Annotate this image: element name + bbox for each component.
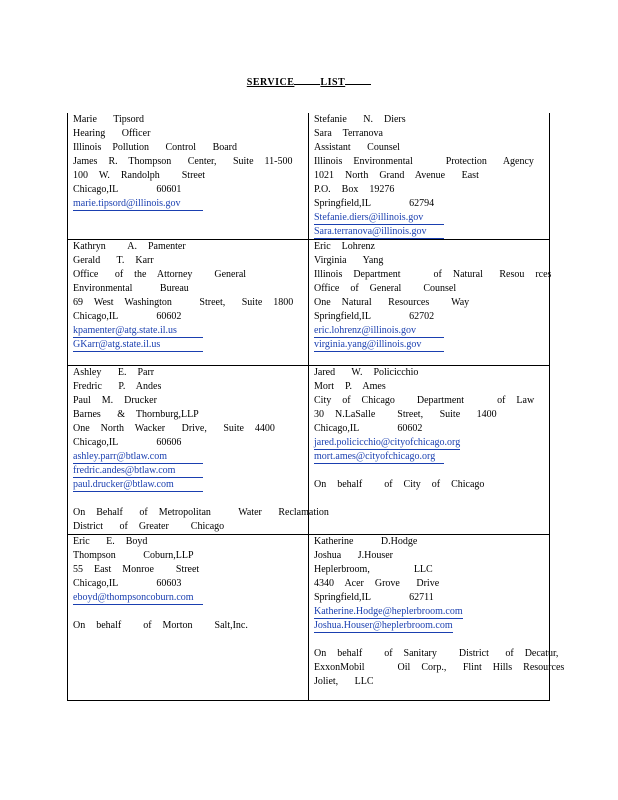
service-contact-cell <box>68 113 309 240</box>
contact-line: 30 N.LaSalle Street, Suite 1400 <box>314 409 497 420</box>
email-link[interactable]: Joshua.Houser@heplerbroom.com <box>314 620 453 631</box>
title-trailing-rule <box>345 75 371 85</box>
contact-line: Joshua J.Houser <box>314 550 393 561</box>
contact-line: Environmental Bureau <box>73 283 189 294</box>
contact-line: One North Wacker Drive, Suite 4400 <box>73 423 275 434</box>
contact-line: Virginia Yang <box>314 255 384 266</box>
email-line <box>314 324 549 338</box>
email-line <box>314 619 549 633</box>
contact-line: Eric E. Boyd <box>73 536 148 547</box>
contact-line: Kathryn A. Pamenter <box>73 241 186 252</box>
contact-line: Office of General Counsel <box>314 283 457 294</box>
email-link[interactable]: kpamenter@atg.state.il.us <box>73 325 203 338</box>
email-line <box>314 436 549 450</box>
contact-line: Mort P. Ames <box>314 381 386 392</box>
contact-line: Springfield,IL 62711 <box>314 592 434 603</box>
contact-line: Chicago,IL 60602 <box>314 423 423 434</box>
contact-line: Paul M. Drucker <box>73 395 157 406</box>
contact-line: Chicago,IL 60601 <box>73 184 182 195</box>
contact-line: 69 West Washington Street, Suite 1800 <box>73 297 294 308</box>
contact-line: Barnes & Thornburg,LLP <box>73 409 199 420</box>
blank-line <box>314 633 549 647</box>
email-link[interactable]: Stefanie.diers@illinois.gov <box>314 212 444 225</box>
email-link[interactable]: eboyd@thompsoncoburn.com <box>73 592 203 605</box>
contact-line: Ashley E. Parr <box>73 367 155 378</box>
email-line <box>314 225 549 239</box>
on-behalf-line: On Behalf of Metropolitan Water Reclamation <box>73 507 329 518</box>
email-line <box>73 338 308 352</box>
on-behalf-line: On behalf of Sanitary District of Decatur, <box>314 648 559 659</box>
contact-line: Springfield,IL 62702 <box>314 311 435 322</box>
email-line <box>73 478 308 492</box>
email-link[interactable]: fredric.andes@btlaw.com <box>73 465 203 478</box>
on-behalf-line: District of Greater Chicago <box>73 521 225 532</box>
table-row <box>68 240 550 366</box>
contact-line: Heplerbroom, LLC <box>314 564 433 575</box>
email-link[interactable]: virginia.yang@illinois.gov <box>314 339 444 352</box>
contact-line: James R. Thompson Center, Suite 11-500 <box>73 156 293 167</box>
contact-line: Illinois Department of Natural Resou rces <box>314 269 552 280</box>
email-link[interactable]: mort.ames@cityofchicago.org <box>314 451 444 464</box>
contact-line: Chicago,IL 60603 <box>73 578 182 589</box>
contact-line: P.O. Box 19276 <box>314 184 395 195</box>
service-contact-cell <box>68 535 309 701</box>
service-contact-cell <box>309 366 550 535</box>
contact-line: Hearing Officer <box>73 128 151 139</box>
email-line <box>73 464 308 478</box>
email-link[interactable]: GKarr@atg.state.il.us <box>73 339 203 352</box>
contact-line: 100 W. Randolph Street <box>73 170 206 181</box>
contact-line: 55 East Monroe Street <box>73 564 200 575</box>
contact-line: Stefanie N. Diers <box>314 114 406 125</box>
email-line <box>314 450 549 464</box>
blank-line <box>314 464 549 478</box>
contact-line: Katherine D.Hodge <box>314 536 418 547</box>
blank-line <box>73 492 308 506</box>
title-word-service: SERVICE <box>246 77 295 88</box>
service-contact-cell <box>309 535 565 701</box>
email-link[interactable]: paul.drucker@btlaw.com <box>73 479 203 492</box>
contact-line: Office of the Attorney General <box>73 269 247 280</box>
email-line <box>314 338 549 352</box>
table-row <box>68 113 550 240</box>
service-contact-cell <box>309 113 550 240</box>
contact-line: Fredric P. Andes <box>73 381 162 392</box>
email-link[interactable]: jared.policicchio@cityofchicago.org <box>314 437 461 448</box>
on-behalf-line: ExxonMobil Oil Corp., Flint Hills Resources <box>314 662 565 673</box>
contact-line: One Natural Resources Way <box>314 297 470 308</box>
on-behalf-line: On behalf of City of Chicago <box>314 479 485 490</box>
email-link[interactable]: marie.tipsord@illinois.gov <box>73 198 203 211</box>
service-list-table <box>67 113 565 701</box>
contact-line: Assistant Counsel <box>314 142 400 153</box>
contact-line: Eric Lohrenz <box>314 241 375 252</box>
email-link[interactable]: Katherine.Hodge@heplerbroom.com <box>314 606 463 617</box>
page-title <box>0 75 618 88</box>
contact-line: City of Chicago Department of Law <box>314 395 535 406</box>
email-link[interactable]: Sara.terranova@illinois.gov <box>314 226 444 239</box>
email-line <box>73 324 308 338</box>
table-row <box>68 535 550 701</box>
table-row <box>68 366 550 535</box>
title-word-list: LIST <box>320 77 346 88</box>
contact-line: 1021 North Grand Avenue East <box>314 170 479 181</box>
service-contact-cell <box>68 366 329 535</box>
title-gap <box>294 75 320 85</box>
email-link[interactable]: eric.lohrenz@illinois.gov <box>314 325 444 338</box>
contact-line: Chicago,IL 60606 <box>73 437 182 448</box>
contact-line: 4340 Acer Grove Drive <box>314 578 440 589</box>
email-link[interactable]: ashley.parr@btlaw.com <box>73 451 203 464</box>
contact-line: Thompson Coburn,LLP <box>73 550 194 561</box>
contact-line: Illinois Environmental Protection Agency <box>314 156 534 167</box>
contact-line: Jared W. Policicchio <box>314 367 419 378</box>
contact-line: Sara Terranova <box>314 128 383 139</box>
email-line <box>73 450 308 464</box>
contact-line: Marie Tipsord <box>73 114 144 125</box>
service-contact-cell <box>68 240 309 366</box>
email-line <box>314 211 549 225</box>
email-line <box>73 197 308 211</box>
service-contact-cell <box>309 240 550 366</box>
contact-line: Springfield,IL 62794 <box>314 198 435 209</box>
email-line <box>314 605 549 619</box>
on-behalf-line: Joliet, LLC <box>314 676 374 687</box>
contact-line: Illinois Pollution Control Board <box>73 142 238 153</box>
email-line <box>73 591 308 605</box>
blank-line <box>73 605 308 619</box>
contact-line: Gerald T. Karr <box>73 255 154 266</box>
on-behalf-line: On behalf of Morton Salt,Inc. <box>73 620 248 631</box>
contact-line: Chicago,IL 60602 <box>73 311 182 322</box>
